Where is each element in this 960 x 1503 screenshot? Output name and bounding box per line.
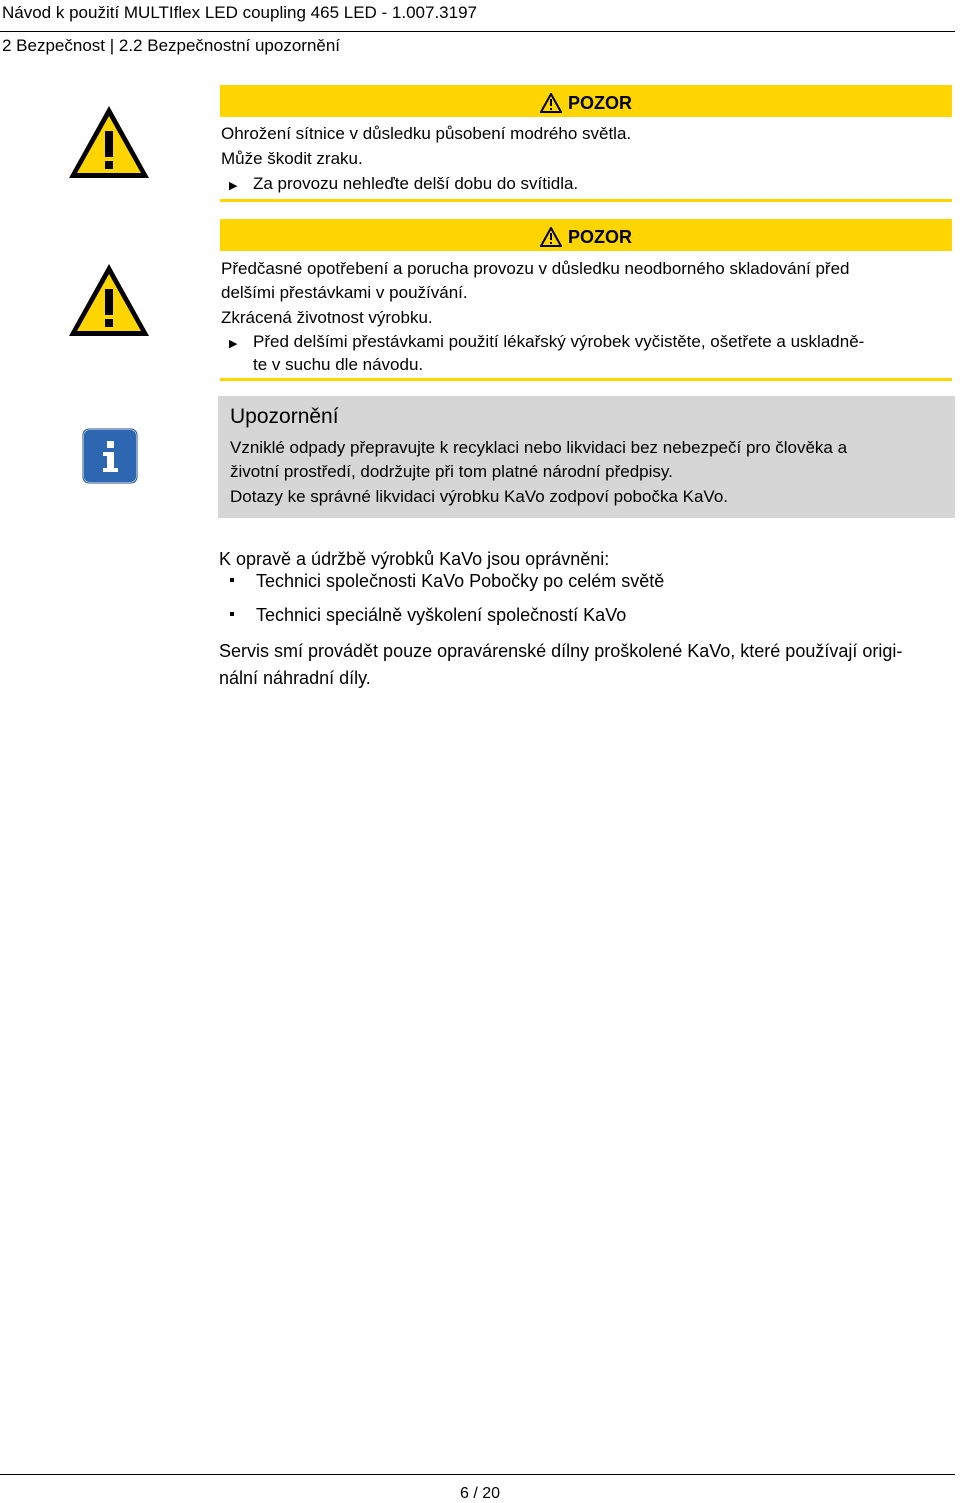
warning-label: POZOR [567, 92, 632, 113]
warning-label: POZOR [567, 226, 632, 247]
warning-bottom-line [220, 378, 952, 381]
notice-title: Upozornění [230, 405, 339, 428]
service-text: Servis smí provádět pouze opravárenské dílny proškolené KaVo, které používají origi- [219, 641, 903, 661]
info-icon [82, 428, 138, 484]
warning-action: ▶ Za provozu nehleďte delší dobu do svítidla. [229, 172, 578, 198]
arrow-bullet-icon: ▶ [229, 338, 238, 350]
warning-banner [220, 219, 952, 251]
service-text: nální náhradní díly. [219, 668, 371, 688]
warning-heading: delšími přestávkami v používání. [221, 283, 468, 302]
list-item: Technici speciálně vyškolení společností KaVo [230, 601, 626, 629]
warning-triangle-icon [67, 262, 151, 338]
warning-banner [220, 85, 952, 117]
arrow-bullet-icon: ▶ [229, 180, 238, 192]
page-number: 6 / 20 [459, 1485, 501, 1502]
warning-consequence: Zkrácená životnost výrobku. [221, 308, 433, 327]
notice-text: Vzniklé odpady přepravujte k recyklaci nebo likvidaci bez nebezpečí pro člověka a [230, 438, 848, 457]
footer-divider [0, 1474, 955, 1475]
warning-triangle-icon [67, 104, 151, 180]
warning-consequence: Může škodit zraku. [221, 149, 363, 168]
header-divider [0, 31, 955, 32]
square-bullet-icon [230, 578, 234, 582]
warning-small-icon [540, 227, 562, 247]
warning-heading: Předčasné opotřebení a porucha provozu v důsledku neodborného skladování před [221, 259, 850, 278]
document-title: Návod k použití MULTIflex LED coupling 465 LED - 1.007.3197 [2, 3, 478, 22]
authorized-intro: K opravě a údržbě výrobků KaVo jsou oprávněni: [219, 549, 610, 569]
square-bullet-icon [230, 612, 234, 616]
warning-action-continued: te v suchu dle návodu. [253, 355, 424, 374]
warning-action: ▶ Před delšími přestávkami použití lékařský výrobek vyčistěte, ošetřete a uskladně- [229, 330, 864, 356]
warning-bottom-line [220, 199, 952, 202]
breadcrumb: 2 Bezpečnost | 2.2 Bezpečnostní upozornění [2, 36, 341, 55]
notice-text: Dotazy ke správné likvidaci výrobku KaVo zodpoví pobočka KaVo. [230, 487, 729, 506]
warning-small-icon [540, 93, 562, 113]
warning-heading: Ohrožení sítnice v důsledku působení modrého světla. [221, 124, 632, 143]
notice-text: životní prostředí, dodržujte při tom platné národní předpisy. [230, 462, 673, 481]
list-item: Technici společnosti KaVo Pobočky po celém světě [230, 567, 664, 595]
